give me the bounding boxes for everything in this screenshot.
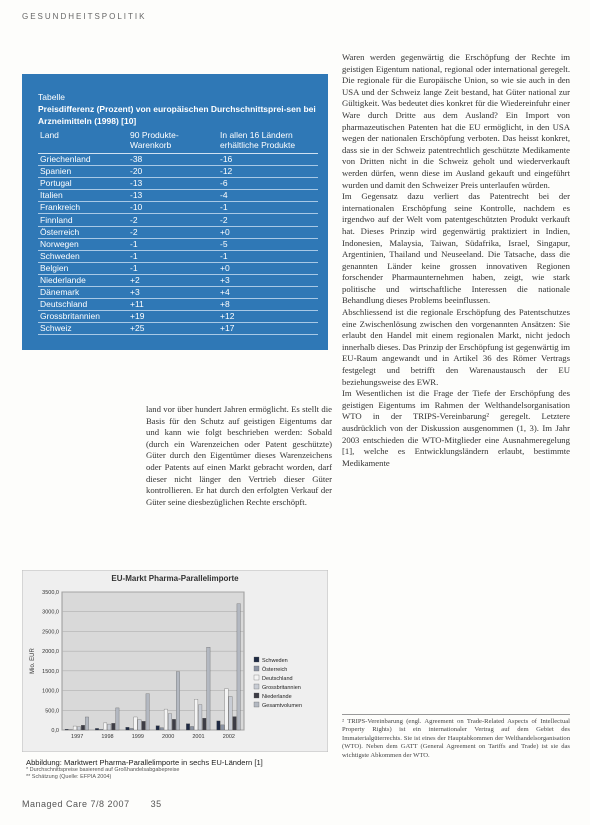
cell-country: Niederlande xyxy=(38,274,128,286)
bar xyxy=(142,721,145,730)
cell-basket: +19 xyxy=(128,311,218,323)
page-number: 35 xyxy=(150,799,162,809)
legend-label: Gesamtvolumen xyxy=(262,703,303,709)
cell-country: Norwegen xyxy=(38,238,128,250)
cell-all-countries: -12 xyxy=(218,166,318,178)
bar xyxy=(233,717,236,730)
x-tick-label: 1998 xyxy=(101,734,114,740)
bar xyxy=(156,726,159,730)
table-row xyxy=(38,250,318,262)
figure-caption xyxy=(26,758,326,780)
paragraph: Abschliessend ist die regionale Erschöpfung des Patentschutzes eine Zwischenlösung zwischen den vorgenannten Ansätzen: Sie erlaubt den Handel mit einem regionalen Markt, nicht jedoch innerhalb dieses. Das Prinzip der Erschöpfung ist gegenwärtig im EU-Raum angewandt und in Artikel 36 des Römer Vertrags festgelegt und betrifft den Warenaustausch der EU beziehungsweise des EWR. xyxy=(342,307,570,387)
chart-title: EU-Markt Pharma-Parallelimporte xyxy=(111,574,239,583)
cell-all-countries: +8 xyxy=(218,299,318,311)
running-header: GESUNDHEITSPOLITIK xyxy=(22,12,147,21)
bar xyxy=(85,717,88,730)
legend-label: Schweden xyxy=(262,658,288,664)
legend-label: Niederlande xyxy=(262,694,292,700)
table-header-all-countries: In allen 16 Ländern erhältliche Produkte xyxy=(218,128,318,154)
bar xyxy=(186,724,189,730)
table-row xyxy=(38,311,318,323)
y-tick-label: 3000,0 xyxy=(42,609,59,616)
cell-basket: -2 xyxy=(128,226,218,238)
bar xyxy=(176,672,179,730)
legend-swatch xyxy=(254,666,259,671)
table-row xyxy=(38,287,318,299)
table-row xyxy=(38,178,318,190)
bar xyxy=(138,720,141,730)
table-row xyxy=(38,214,318,226)
legend-label: Deutschland xyxy=(262,676,293,682)
price-difference-table xyxy=(38,128,318,335)
footnote: ² TRIPS-Vereinbarung (engl. Agreement on Trade-Related Aspects of Intellectual Property Rights) ist ein internationaler Vertrag auf dem Gebiet des Immaterialgüterrechts. Sie ist eines der Hauptabkommen der Welthandelsorganisation (WTO). Neben dem GATT (General Agreement on Tariffs and Trade) ist sie das wichtigste Abkommen der WTO. xyxy=(342,714,570,760)
page-footer xyxy=(22,799,162,809)
cell-basket: -10 xyxy=(128,202,218,214)
bar xyxy=(199,705,202,730)
parallel-import-chart xyxy=(22,570,328,752)
cell-all-countries: -5 xyxy=(218,238,318,250)
cell-country: Belgien xyxy=(38,262,128,274)
bar xyxy=(99,729,102,730)
table-row xyxy=(38,226,318,238)
paragraph: Im Gegensatz dazu verliert das Patentrecht bei der internationalen Erschöpfung seine Kontrolle, nachdem es irgendwo auf der Welt vom patentgeschützten Produkt verkauft hat. Dieses Prinzip wird gegenwärtig praktiziert in Indien, Indonesien, Malaysia, Taiwan, Südafrika, Israel, Singapur, Argentinien, Thailand und Neuseeland. Die Tatsache, dass die genannten Länder keine grossen innovativen Regionen forschender Pharmaunternehmen haben, zeigt, wie stark politische und wirtschaftliche Interessen die nationale Behandlung dieses Problems beeinflussen. xyxy=(342,191,570,306)
cell-country: Schweden xyxy=(38,250,128,262)
table-header-basket: 90 Produkte-Warenkorb xyxy=(128,128,218,154)
table-row xyxy=(38,262,318,274)
legend-label: Österreich xyxy=(262,667,288,673)
table-title xyxy=(38,91,318,127)
plot-area xyxy=(62,592,244,730)
cell-basket: -2 xyxy=(128,214,218,226)
caption-main: Abbildung: Marktwert Pharma-Parallelimporte in sechs EU-Ländern [1] xyxy=(26,758,263,767)
left-column-text xyxy=(146,404,332,508)
cell-basket: -13 xyxy=(128,178,218,190)
table-row xyxy=(38,190,318,202)
cell-country: Österreich xyxy=(38,226,128,238)
cell-all-countries: +4 xyxy=(218,287,318,299)
bar xyxy=(95,728,98,730)
legend-swatch xyxy=(254,702,259,707)
y-tick-label: 1000,0 xyxy=(42,688,59,695)
bar xyxy=(229,696,232,730)
cell-all-countries: -6 xyxy=(218,178,318,190)
table-row xyxy=(38,154,318,166)
bar xyxy=(160,728,163,730)
cell-country: Spanien xyxy=(38,166,128,178)
y-axis-label: Mio. EUR xyxy=(30,648,36,674)
bar xyxy=(134,717,137,730)
right-column-text xyxy=(342,52,570,469)
y-tick-label: 2000,0 xyxy=(42,649,59,656)
bar xyxy=(190,726,193,730)
cell-all-countries: -4 xyxy=(218,190,318,202)
x-tick-label: 2000 xyxy=(162,734,175,740)
y-tick-label: 2500,0 xyxy=(42,629,59,636)
bar xyxy=(116,708,119,730)
bar xyxy=(225,689,228,730)
cell-country: Finnland xyxy=(38,214,128,226)
table-row xyxy=(38,166,318,178)
cell-all-countries: -1 xyxy=(218,202,318,214)
bar xyxy=(126,727,129,730)
bar xyxy=(73,726,76,730)
cell-basket: +25 xyxy=(128,323,218,335)
bar xyxy=(108,724,111,730)
cell-all-countries: +0 xyxy=(218,262,318,274)
bar xyxy=(65,729,68,730)
paragraph: land vor über hundert Jahren ermöglicht. Es stellt die Basis für den Schutz auf geistigen Eigentums dar und kann wie folgt beschrieben werden: Sobald (durch ein Warenzeichen oder Patent geschützte) Güter durch den Eigentümer dieses Warenzeichens oder Patents auf einen Markt gebracht worden, darf dieser nicht länger den Vertrieb dieser Güter kontrollieren. Er hat durch den erfolgten Verkauf der Güter seine diesbezüglichen Rechte erschöpft. xyxy=(146,404,332,507)
cell-basket: +3 xyxy=(128,287,218,299)
caption-note: * Durchschnittspreise basierend auf Großhandelsabgabepreise xyxy=(26,767,180,773)
bar xyxy=(130,728,133,730)
bar xyxy=(103,723,106,730)
cell-country: Dänemark xyxy=(38,287,128,299)
legend-label: Grossbritannien xyxy=(262,685,301,691)
cell-basket: -38 xyxy=(128,154,218,166)
y-tick-label: 1500,0 xyxy=(42,668,59,675)
bar xyxy=(237,604,240,730)
cell-country: Schweiz xyxy=(38,323,128,335)
cell-basket: -1 xyxy=(128,238,218,250)
x-tick-label: 1997 xyxy=(71,734,84,740)
bar xyxy=(221,725,224,730)
table-header-country: Land xyxy=(38,128,128,154)
table-row xyxy=(38,323,318,335)
y-tick-label: 0,0 xyxy=(51,728,59,734)
paragraph: Waren werden gegenwärtig die Erschöpfung der Rechte im geistigen Eigentum national, regional oder international geregelt. Die regionale für die Europäische Union, so wie sie auch in den USA und der Schweiz lange Zeit bestand, hat Güter national zur Gültigkeit. Was bedeutet dies konkret für die Wiedereinfuhr einer Ware durch Dritte aus dem Ausland? Ein Import von pharmazeutischen Patenten hat die EU ermöglicht, in den USA wegen der nationalen Erschöpfung verboten. Das heisst konkret, dass sie in der Schweiz patentrechtlich geschützte Medikamente von Dritten nicht in die Schweiz geholt und wiederverkauft werden dürfen, wenn diese im Ausland gekauft und eingeführt wurden und damit den Schweizer Preis unterlaufen würden. xyxy=(342,52,570,190)
cell-basket: -1 xyxy=(128,262,218,274)
cell-all-countries: +12 xyxy=(218,311,318,323)
y-tick-label: 500,0 xyxy=(45,708,59,715)
cell-basket: -13 xyxy=(128,190,218,202)
table-title-text: Preisdifferenz (Prozent) von europäischen Durchschnittsprei-sen bei Arzneimitteln (1998) [10] xyxy=(38,104,316,126)
bar xyxy=(168,714,171,730)
cell-basket: +2 xyxy=(128,274,218,286)
table-row xyxy=(38,274,318,286)
cell-all-countries: -16 xyxy=(218,154,318,166)
table-row xyxy=(38,299,318,311)
legend-swatch xyxy=(254,693,259,698)
table-header-row xyxy=(38,128,318,154)
bar xyxy=(81,725,84,730)
bar xyxy=(172,719,175,730)
cell-all-countries: -2 xyxy=(218,214,318,226)
legend-swatch xyxy=(254,684,259,689)
cell-country: Italien xyxy=(38,190,128,202)
caption-note: ** Schätzung (Quelle: EFPIA 2004) xyxy=(26,773,112,780)
cell-all-countries: -1 xyxy=(218,250,318,262)
bar xyxy=(77,727,80,730)
table-row xyxy=(38,202,318,214)
table-row xyxy=(38,238,318,250)
cell-all-countries: +3 xyxy=(218,274,318,286)
journal-name: Managed Care 7/8 2007 xyxy=(22,799,130,809)
table-label: Tabelle xyxy=(38,92,65,102)
legend-swatch xyxy=(254,657,259,662)
cell-all-countries: +0 xyxy=(218,226,318,238)
bar xyxy=(112,723,115,730)
x-tick-label: 2001 xyxy=(192,734,205,740)
bar xyxy=(207,647,210,730)
chart-container xyxy=(22,570,328,752)
cell-country: Deutschland xyxy=(38,299,128,311)
cell-country: Portugal xyxy=(38,178,128,190)
bar xyxy=(164,709,167,730)
bar xyxy=(203,718,206,730)
cell-basket: -1 xyxy=(128,250,218,262)
cell-country: Frankreich xyxy=(38,202,128,214)
cell-country: Griechenland xyxy=(38,154,128,166)
bar xyxy=(194,699,197,730)
x-tick-label: 1999 xyxy=(131,734,144,740)
bar xyxy=(146,694,149,730)
cell-basket: -20 xyxy=(128,166,218,178)
cell-all-countries: +17 xyxy=(218,323,318,335)
cell-basket: +11 xyxy=(128,299,218,311)
bar xyxy=(217,721,220,730)
cell-country: Grossbritannien xyxy=(38,311,128,323)
y-tick-label: 3500,0 xyxy=(42,590,59,596)
x-tick-label: 2002 xyxy=(222,734,235,740)
paragraph: Im Wesentlichen ist die Frage der Tiefe der Erschöpfung des geistigen Eigentums im Rahmen der Welthandelsorganisation WTO in der TRIPS-Vereinbarung² geregelt. Letztere ausdrücklich von der Diskussion ausgenommen (1, 3). Im Jahr 2003 entschieden die WTO-Mitglieder eine Ausnahmeregelung [1], welche es Entwicklungsländern erlaubt, bestimmte Medikamente xyxy=(342,388,570,468)
legend-swatch xyxy=(254,675,259,680)
